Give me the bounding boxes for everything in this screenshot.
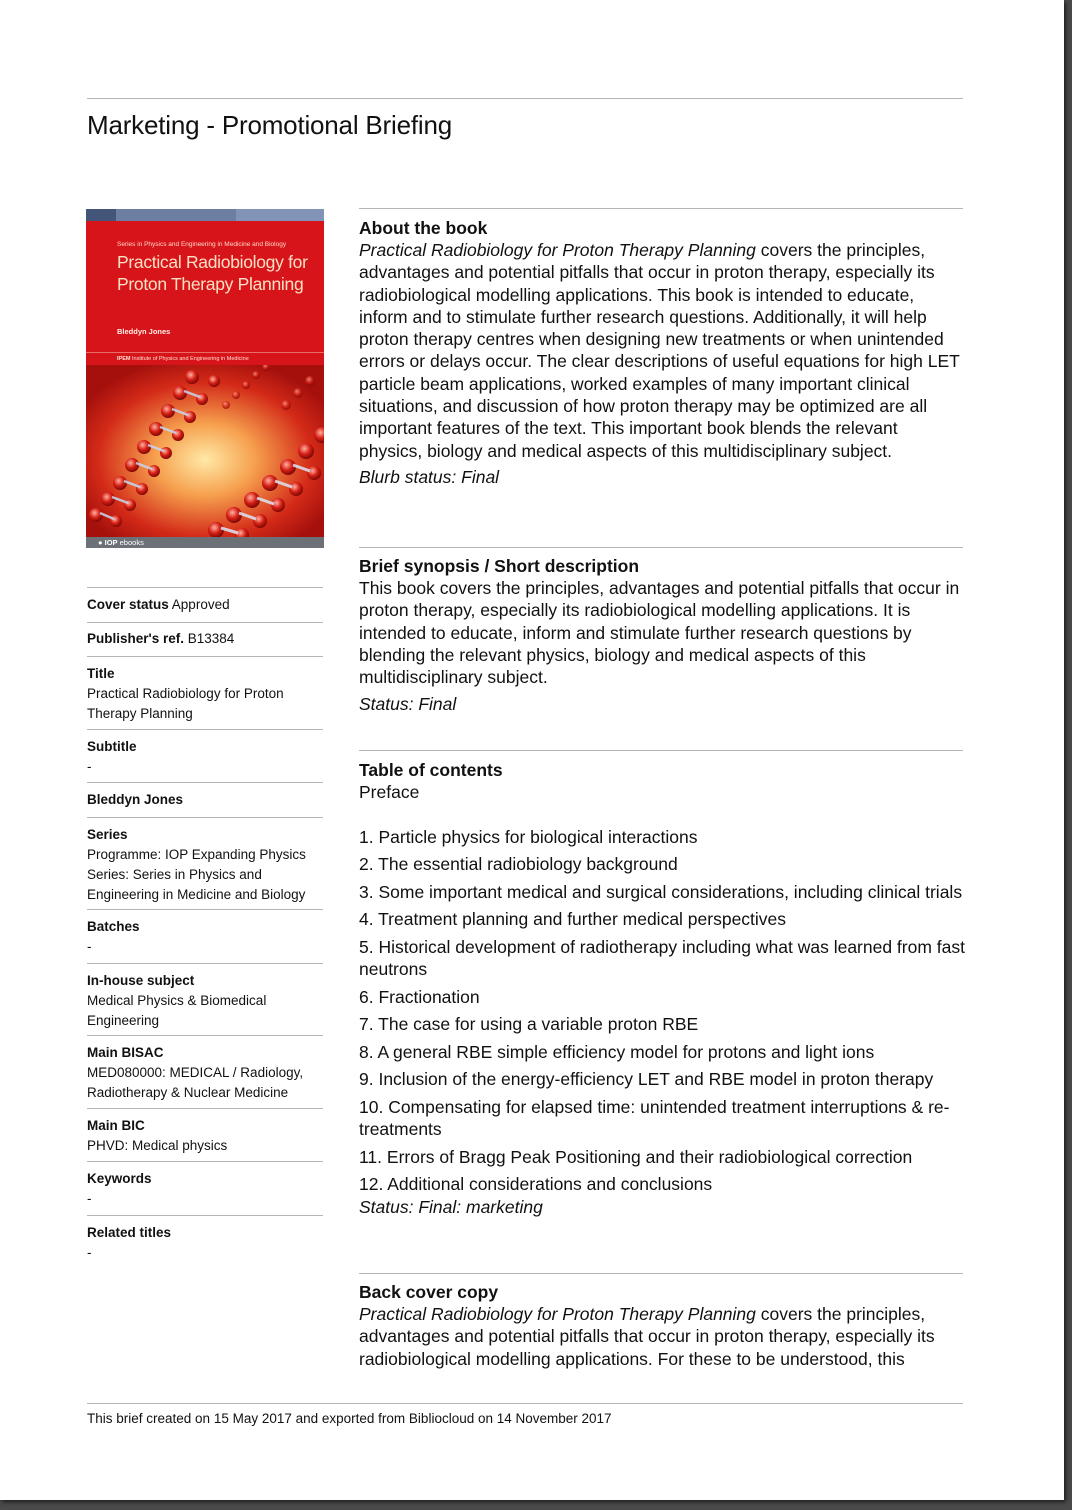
toc-item: 10. Compensating for elapsed time: unintended treatment interruptions & re-treatments <box>359 1096 950 1139</box>
main-bisac-field: Main BISAC MED080000: MEDICAL / Radiology, Radiotherapy & Nuclear Medicine <box>87 1045 304 1100</box>
toc-item: 1. Particle physics for biological interactions <box>359 826 698 847</box>
sidebar-rule <box>87 782 323 783</box>
title-field: Title Practical Radiobiology for Proton Therapy Planning <box>87 666 284 721</box>
section-rule <box>359 208 963 209</box>
sidebar-rule <box>87 656 323 657</box>
synopsis-status: Status: Final <box>359 694 457 715</box>
sidebar-rule <box>87 1161 323 1162</box>
book-cover-image <box>86 209 324 548</box>
toc-item: 6. Fractionation <box>359 986 480 1007</box>
toc-item: 3. Some important medical and surgical considerations, including clinical trials <box>359 881 963 902</box>
toc-section <box>359 759 965 1218</box>
toc-item: 12. Additional considerations and conclusions <box>359 1174 713 1194</box>
section-rule <box>359 750 963 751</box>
related-titles-field: Related titles - <box>87 1225 172 1260</box>
sidebar-rule <box>87 909 323 910</box>
header-rule <box>87 98 963 99</box>
cover-status-field: Cover status Approved <box>87 597 230 612</box>
back-cover-text: Practical Radiobiology for Proton Therapy Planning covers the principles, advantages and potential pitfalls that occur in proton therapy, especially its radiobiological modelling applications. For these to be understood, this <box>359 1304 935 1369</box>
about-heading: About the book <box>359 218 488 238</box>
toc-heading: Table of contents <box>359 760 503 780</box>
dna-helix-artwork <box>86 365 324 537</box>
batches-field: Batches - <box>87 919 140 954</box>
sidebar-rule <box>87 817 323 818</box>
toc-preface: Preface <box>359 782 420 802</box>
about-status: Blurb status: Final <box>359 466 500 487</box>
keywords-field: Keywords - <box>87 1171 152 1206</box>
about-section <box>359 217 965 488</box>
sidebar-rule <box>87 729 323 730</box>
section-rule <box>359 547 963 548</box>
synopsis-heading: Brief synopsis / Short description <box>359 556 640 576</box>
cover-top-bar <box>86 209 324 221</box>
synopsis-text: This book covers the principles, advantages and potential pitfalls that occur in proton therapy, especially its radiobiological modelling applications. It is intended to educate, inform and stimulate further research questions by blending the relevant physics, biology and medical aspects of this multidisciplinary subject. <box>359 578 960 688</box>
toc-item: 5. Historical development of radiotherapy including what was learned from fast neutrons <box>359 936 966 979</box>
cover-publisher-text: Institute of Physics and Engineering in Medicine <box>131 356 249 362</box>
footer-rule <box>87 1403 963 1404</box>
toc-list <box>359 826 965 1196</box>
toc-status: Status: Final: marketing <box>359 1196 543 1217</box>
cover-title: Practical Radiobiology for Proton Therapy Planning <box>117 252 308 294</box>
series-field: Series Programme: IOP Expanding Physics Series: Series in Physics and Engineering in Medicine and Biology <box>87 827 306 902</box>
synopsis-section <box>359 555 965 715</box>
sidebar-rule <box>87 1108 323 1109</box>
sidebar-rule <box>87 963 323 964</box>
cover-series-text: Series in Physics and Engineering in Medicine and Biology <box>117 241 287 248</box>
toc-item: 4. Treatment planning and further medical perspectives <box>359 909 787 929</box>
footer-text: This brief created on 15 May 2017 and exported from Bibliocloud on 14 November 2017 <box>87 1411 612 1426</box>
about-text: Practical Radiobiology for Proton Therapy Planning covers the principles, advantages and potential pitfalls that occur in proton therapy, especially its radiobiological modelling applications. This book is intended to educate, inform and to stimulate further research questions. Additionally, it will help proton therapy centres when designing new treatments or when unintended errors or delays occur. The clear descriptions of useful equations for high LET particle beam applications, worked examples of many important clinical situations, and discussion of how proton therapy may be optimized are all important features of the text. This important book blends the relevant physics, biology and medical aspects of this multidisciplinary subject. <box>359 240 960 461</box>
sidebar-rule <box>87 1035 323 1036</box>
cover-divider <box>86 352 324 353</box>
back-cover-section <box>359 1281 965 1370</box>
sidebar-rule <box>87 622 323 623</box>
toc-item: 8. A general RBE simple efficiency model for protons and light ions <box>359 1041 875 1062</box>
main-bic-field: Main BIC PHVD: Medical physics <box>87 1118 228 1153</box>
toc-item: 11. Errors of Bragg Peak Positioning and their radiobiological correction <box>359 1146 913 1167</box>
iop-ebooks-logo: ● IOP ebooks <box>98 538 144 547</box>
author-field: Bleddyn Jones <box>87 792 184 807</box>
inhouse-subject-field: In-house subject Medical Physics & Biomedical Engineering <box>87 973 267 1028</box>
toc-item: 7. The case for using a variable proton RBE <box>359 1014 699 1034</box>
publishers-ref-field: Publisher's ref. B13384 <box>87 631 235 646</box>
toc-item: 2. The essential radiobiology background <box>359 854 678 874</box>
back-cover-heading: Back cover copy <box>359 1282 499 1302</box>
cover-author: Bleddyn Jones <box>117 327 171 336</box>
sidebar-rule <box>87 587 323 588</box>
cover-publisher <box>117 356 249 362</box>
sidebar-rule <box>87 1215 323 1216</box>
page-title: Marketing - Promotional Briefing <box>87 110 452 140</box>
toc-item: 9. Inclusion of the energy-efficiency LET and RBE model in proton therapy <box>359 1069 934 1089</box>
subtitle-field: Subtitle - <box>87 739 137 774</box>
section-rule <box>359 1273 963 1274</box>
ipem-logo: IPEM <box>117 356 131 362</box>
